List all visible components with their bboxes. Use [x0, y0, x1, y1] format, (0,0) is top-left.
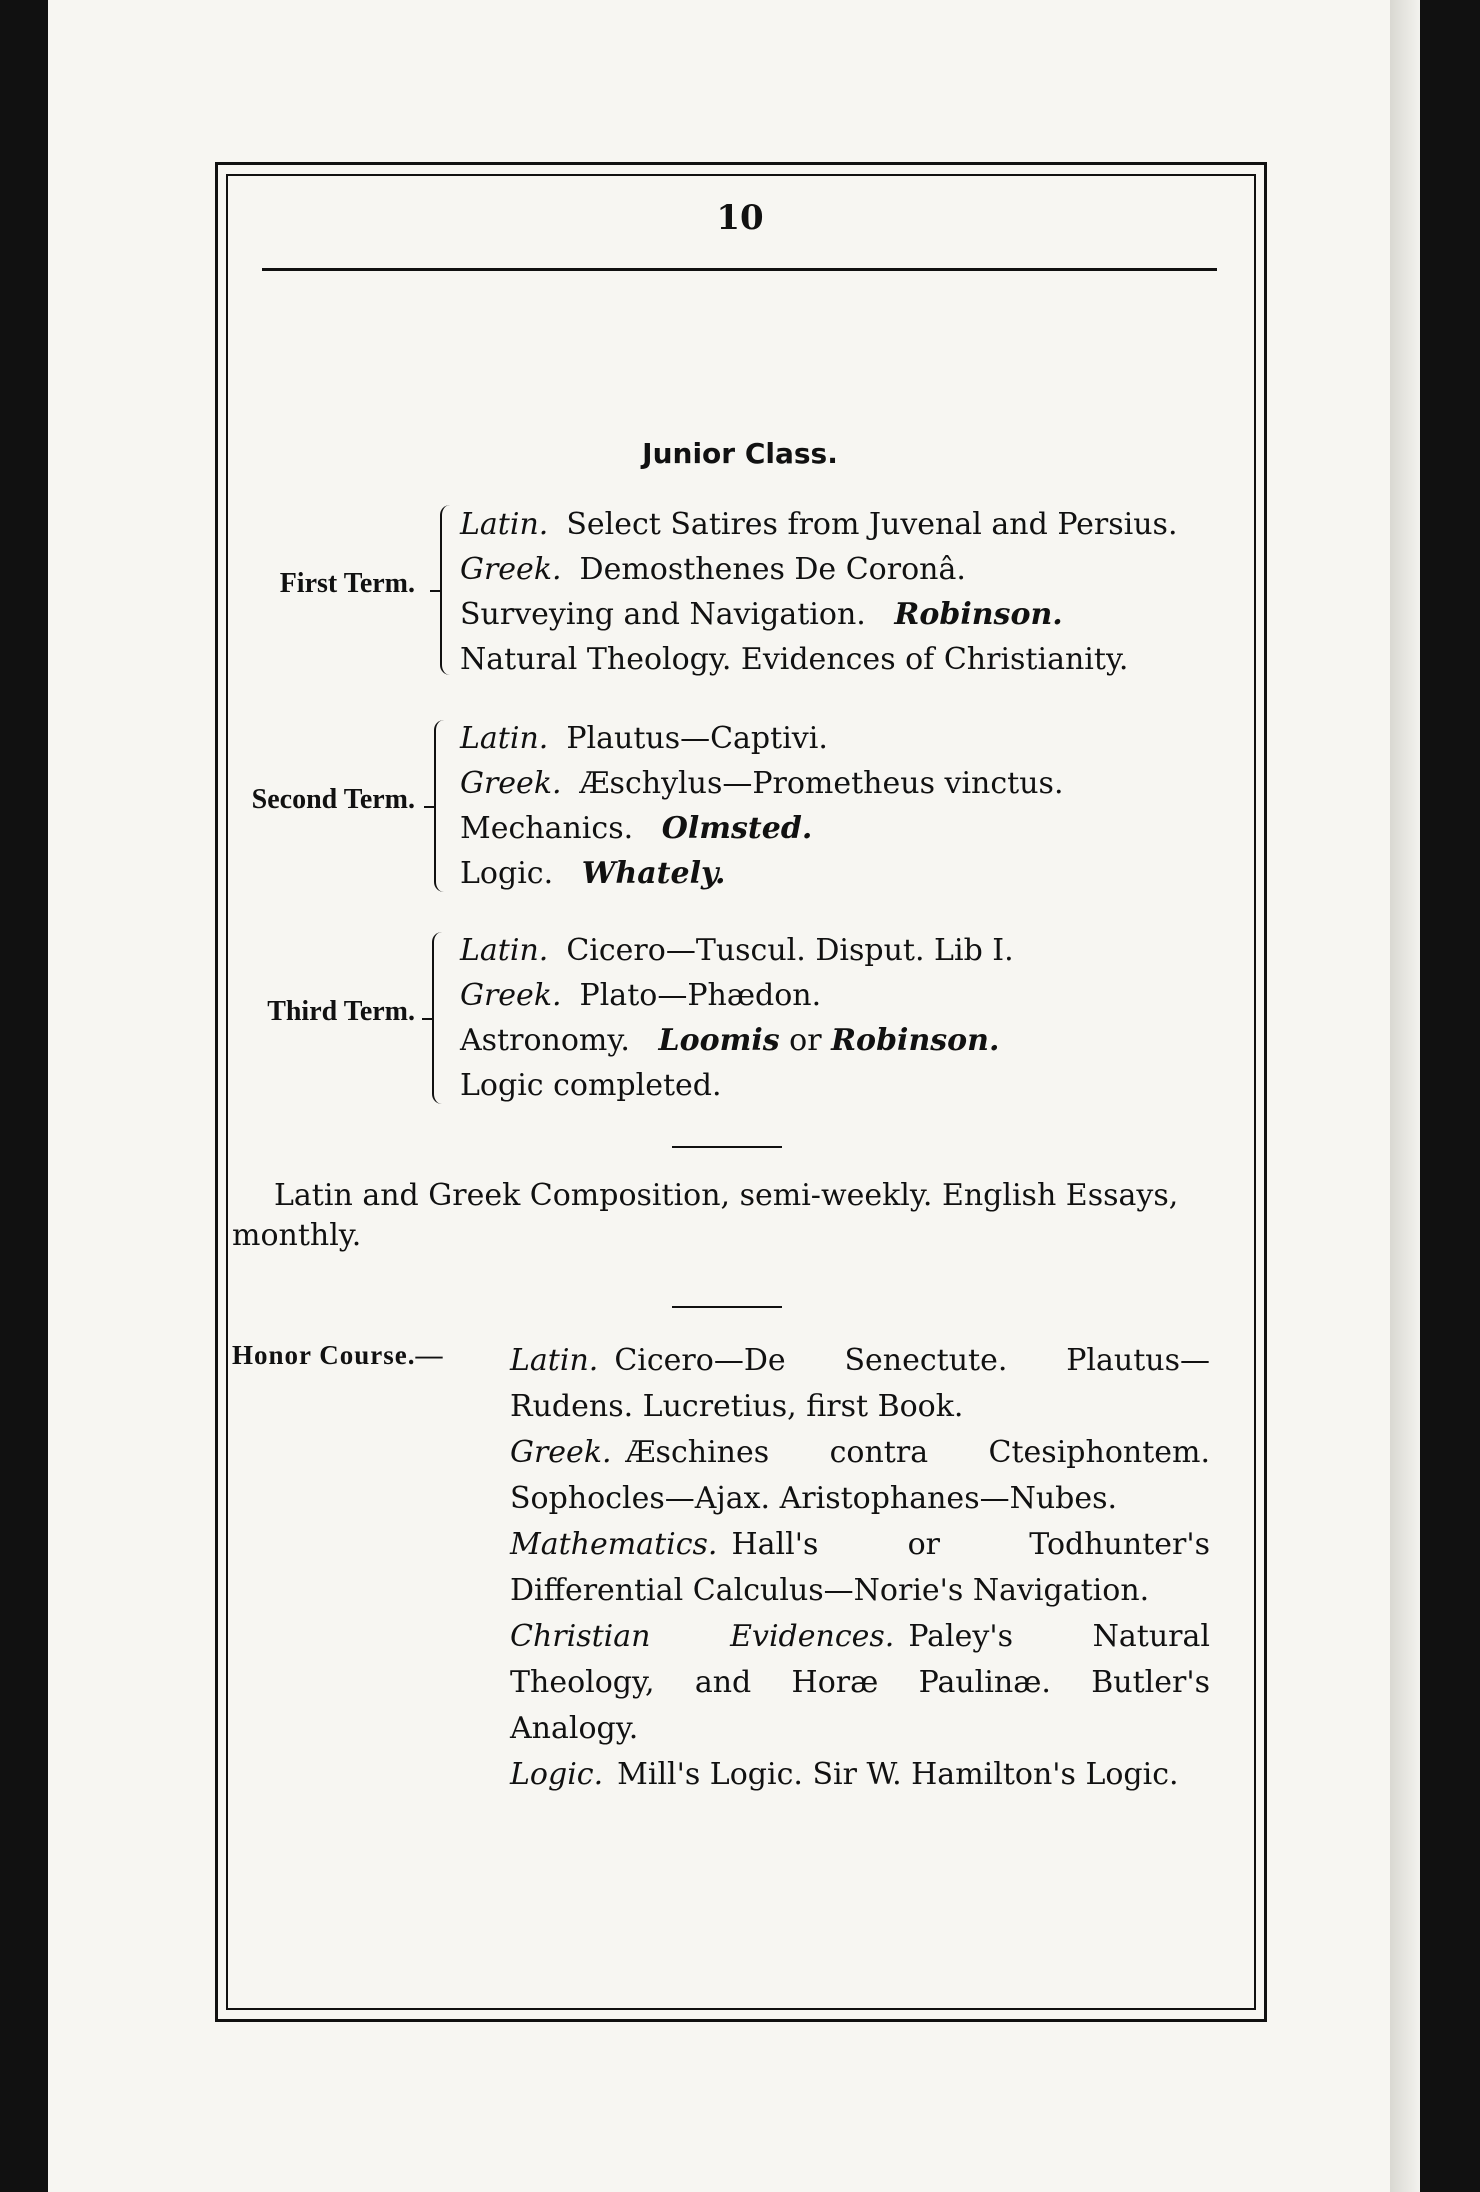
page-number: 10: [716, 198, 764, 238]
header-rule: [262, 268, 1217, 271]
course-line: Logic. Whately.: [460, 856, 726, 891]
course-line: Greek. Plato—Phædon.: [460, 978, 822, 1013]
section-rule: [672, 1146, 782, 1148]
term-lines-third: [460, 928, 1014, 1108]
brace-third: [432, 932, 442, 1104]
class-title: Junior Class.: [642, 437, 838, 470]
brace-first: [440, 505, 450, 675]
term-label-second: Second Term.: [251, 784, 415, 815]
course-line: Surveying and Navigation. Robinson.: [460, 597, 1063, 632]
honor-entry: Greek. Æschines contra Ctesiphontem. Sophocles—Ajax. Aristophanes—Nubes.: [510, 1435, 1210, 1516]
course-line: Latin. Cicero—Tuscul. Disput. Lib I.: [460, 933, 1014, 968]
course-line: Greek. Æschylus—Prometheus vinctus.: [460, 766, 1064, 801]
section-rule: [672, 1306, 782, 1308]
honor-entry: Latin. Cicero—De Senectute. Plautus—Rudens. Lucretius, first Book.: [510, 1343, 1210, 1424]
term-label-first: First Term.: [279, 568, 415, 599]
honor-course-body: [510, 1338, 1210, 1798]
page-edge: [1390, 0, 1420, 2192]
course-line: Latin. Select Satires from Juvenal and Persius.: [460, 507, 1178, 542]
brace-second: [434, 720, 444, 892]
course-line: Astronomy. Loomis or Robinson.: [460, 1023, 1000, 1058]
course-line: Greek. Demosthenes De Coronâ.: [460, 552, 966, 587]
term-label-third: Third Term.: [267, 996, 415, 1027]
composition-note: Latin and Greek Composition, semi-weekly. English Essays, monthly.: [232, 1178, 1179, 1253]
course-line: Natural Theology. Evidences of Christianity.: [460, 642, 1129, 677]
term-lines-first: [460, 502, 1178, 682]
course-line: Latin. Plautus—Captivi.: [460, 721, 828, 756]
honor-course-label: Honor Course.—: [232, 1340, 444, 1370]
course-line: Mechanics. Olmsted.: [460, 811, 813, 846]
honor-entry: Mathematics. Hall's or Todhunter's Differential Calculus—Norie's Navigation.: [510, 1527, 1210, 1608]
honor-entry: Christian Evidences. Paley's Natural Theology, and Horæ Paulinæ. Butler's Analogy.: [510, 1619, 1210, 1746]
term-lines-second: [460, 716, 1064, 896]
course-line: Logic completed.: [460, 1068, 722, 1103]
honor-entry: Logic. Mill's Logic. Sir W. Hamilton's Logic.: [510, 1757, 1179, 1792]
